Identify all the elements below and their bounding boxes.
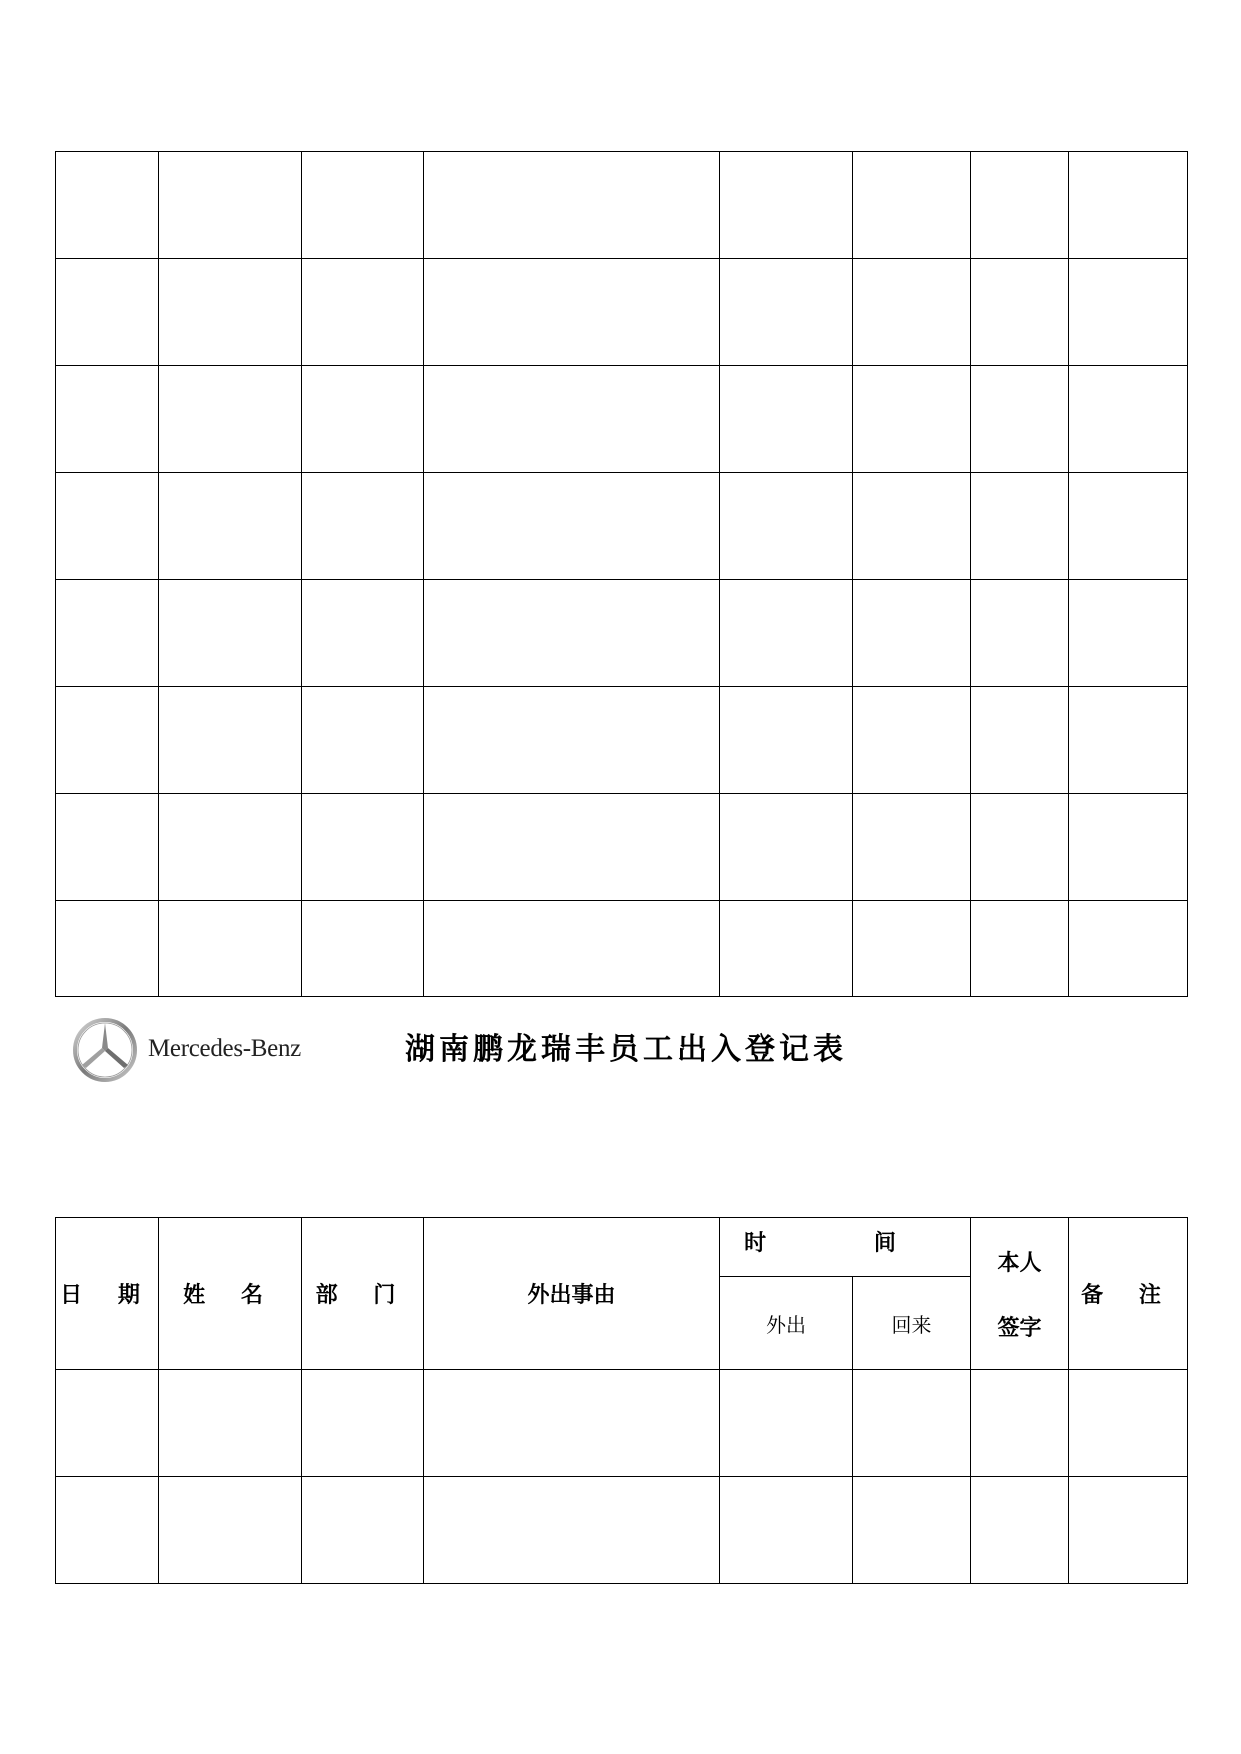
blank-entry-cell[interactable]: [56, 473, 159, 580]
blank-entry-cell[interactable]: [853, 473, 971, 580]
blank-entry-cell[interactable]: [1069, 580, 1188, 687]
blank-entry-cell[interactable]: [424, 580, 720, 687]
blank-entry-cell[interactable]: [159, 259, 302, 366]
blank-entry-cell[interactable]: [302, 366, 424, 473]
blank-entry-cell[interactable]: [159, 366, 302, 473]
blank-entry-cell[interactable]: [424, 259, 720, 366]
blank-entry-cell[interactable]: [1069, 1370, 1188, 1477]
blank-entry-cell[interactable]: [159, 580, 302, 687]
header-name: 姓 名: [159, 1218, 302, 1370]
blank-entry-cell[interactable]: [56, 901, 159, 997]
blank-entry-cell[interactable]: [720, 580, 853, 687]
three-pointed-star-icon: [72, 1017, 138, 1083]
blank-entry-cell[interactable]: [159, 1370, 302, 1477]
blank-entry-cell[interactable]: [720, 152, 853, 259]
blank-entry-cell[interactable]: [302, 794, 424, 901]
blank-entry-cell[interactable]: [56, 1477, 159, 1584]
blank-entry-cell[interactable]: [1069, 687, 1188, 794]
blank-entry-cell[interactable]: [56, 152, 159, 259]
blank-entry-cell[interactable]: [1069, 152, 1188, 259]
blank-entry-cell[interactable]: [159, 687, 302, 794]
blank-entry-cell[interactable]: [302, 473, 424, 580]
blank-entry-cell[interactable]: [853, 794, 971, 901]
blank-entry-cell[interactable]: [720, 1370, 853, 1477]
blank-entry-cell[interactable]: [1069, 259, 1188, 366]
header-reason: 外出事由: [424, 1218, 720, 1370]
blank-entry-cell[interactable]: [424, 687, 720, 794]
blank-entry-cell[interactable]: [720, 1477, 853, 1584]
blank-entry-cell[interactable]: [302, 1477, 424, 1584]
blank-entry-cell[interactable]: [720, 794, 853, 901]
brand-wordmark: Mercedes-Benz: [148, 1035, 301, 1062]
header-date: 日 期: [56, 1218, 159, 1370]
top-table-row: [56, 473, 1188, 580]
blank-entry-cell[interactable]: [159, 1477, 302, 1584]
blank-entry-cell[interactable]: [1069, 1477, 1188, 1584]
blank-entry-cell[interactable]: [424, 1477, 720, 1584]
header-time-back: 回来: [853, 1277, 971, 1370]
blank-entry-cell[interactable]: [302, 901, 424, 997]
blank-entry-cell[interactable]: [971, 901, 1069, 997]
blank-entry-cell[interactable]: [56, 366, 159, 473]
header-remarks: 备 注: [1069, 1218, 1188, 1370]
top-table-row: [56, 152, 1188, 259]
blank-entry-cell[interactable]: [56, 580, 159, 687]
header-time-out: 外出: [720, 1277, 853, 1370]
blank-entry-cell[interactable]: [971, 259, 1069, 366]
blank-entry-cell[interactable]: [56, 794, 159, 901]
blank-entry-cell[interactable]: [971, 473, 1069, 580]
blank-entry-cell[interactable]: [424, 152, 720, 259]
bottom-table-row: [56, 1477, 1188, 1584]
blank-entry-cell[interactable]: [720, 473, 853, 580]
blank-entry-cell[interactable]: [424, 366, 720, 473]
header-row-1: [56, 1218, 1188, 1277]
blank-entry-cell[interactable]: [971, 1370, 1069, 1477]
blank-entry-cell[interactable]: [302, 1370, 424, 1477]
page-title: 湖南鹏龙瑞丰员工出入登记表: [405, 1032, 847, 1067]
top-table-row: [56, 259, 1188, 366]
blank-entry-cell[interactable]: [971, 580, 1069, 687]
header-department: 部 门: [302, 1218, 424, 1370]
blank-entry-cell[interactable]: [720, 901, 853, 997]
blank-entry-cell[interactable]: [56, 687, 159, 794]
blank-entry-cell[interactable]: [853, 1370, 971, 1477]
blank-entry-cell[interactable]: [971, 152, 1069, 259]
blank-entry-cell[interactable]: [1069, 473, 1188, 580]
blank-entry-cell[interactable]: [159, 473, 302, 580]
blank-entry-cell[interactable]: [302, 259, 424, 366]
blank-entry-cell[interactable]: [159, 794, 302, 901]
bottom-register-table: [55, 1217, 1188, 1584]
blank-entry-cell[interactable]: [1069, 901, 1188, 997]
blank-entry-cell[interactable]: [853, 687, 971, 794]
top-register-table: [55, 151, 1188, 997]
blank-entry-cell[interactable]: [159, 152, 302, 259]
blank-entry-cell[interactable]: [853, 580, 971, 687]
blank-entry-cell[interactable]: [971, 1477, 1069, 1584]
header-signature: 本人 签字: [971, 1218, 1069, 1370]
top-table-row: [56, 901, 1188, 997]
top-table-row: [56, 580, 1188, 687]
blank-entry-cell[interactable]: [853, 901, 971, 997]
blank-entry-cell[interactable]: [302, 687, 424, 794]
blank-entry-cell[interactable]: [159, 901, 302, 997]
blank-entry-cell[interactable]: [720, 259, 853, 366]
blank-entry-cell[interactable]: [302, 580, 424, 687]
blank-entry-cell[interactable]: [56, 1370, 159, 1477]
blank-entry-cell[interactable]: [971, 366, 1069, 473]
blank-entry-cell[interactable]: [424, 794, 720, 901]
blank-entry-cell[interactable]: [720, 366, 853, 473]
top-table-row: [56, 687, 1188, 794]
blank-entry-cell[interactable]: [971, 687, 1069, 794]
mercedes-benz-logo: [72, 1017, 342, 1083]
blank-entry-cell[interactable]: [56, 259, 159, 366]
blank-entry-cell[interactable]: [1069, 366, 1188, 473]
blank-entry-cell[interactable]: [424, 901, 720, 997]
blank-entry-cell[interactable]: [853, 259, 971, 366]
bottom-table-row: [56, 1370, 1188, 1477]
blank-entry-cell[interactable]: [853, 1477, 971, 1584]
blank-entry-cell[interactable]: [853, 366, 971, 473]
blank-entry-cell[interactable]: [720, 687, 853, 794]
header-time: 时 间: [720, 1218, 971, 1277]
blank-entry-cell[interactable]: [302, 152, 424, 259]
blank-entry-cell[interactable]: [853, 152, 971, 259]
blank-entry-cell[interactable]: [971, 794, 1069, 901]
top-table-row: [56, 366, 1188, 473]
blank-entry-cell[interactable]: [424, 1370, 720, 1477]
blank-entry-cell[interactable]: [424, 473, 720, 580]
top-table-row: [56, 794, 1188, 901]
blank-entry-cell[interactable]: [1069, 794, 1188, 901]
